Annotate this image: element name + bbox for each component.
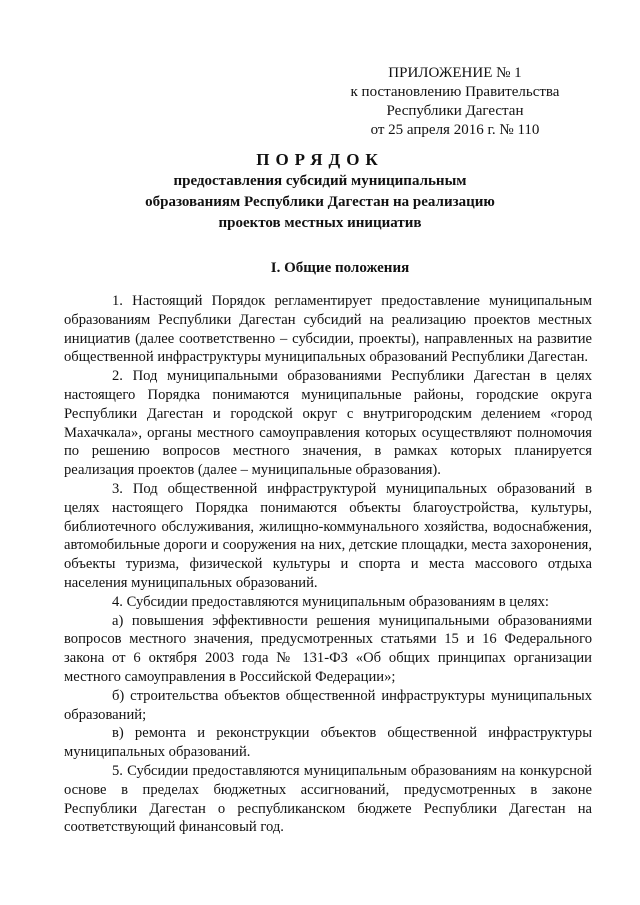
paragraph: а) повышения эффективности решения муниципальными образованиями вопросов местного значения, предусмотренных статьями 15 и 16 Федерального закона от 6 октября 2003 года № 131-ФЗ «Об общих принципах организации местного самоуправления в Российской Федерации»; <box>64 612 592 685</box>
appendix-block <box>330 64 580 140</box>
appendix-line: к постановлению Правительства <box>350 84 560 100</box>
paragraph: 1. Настоящий Порядок регламентирует предоставление муниципальным образованиям Республики Дагестан субсидий на реализацию проектов местных инициатив (далее соответственно – субсидии, проекты), направленных на развитие общественной инфраструктуры муниципальных образований Республики Дагестан. <box>64 293 592 366</box>
document-body <box>64 292 592 837</box>
title-line: образованиям Республики Дагестан на реализацию <box>145 194 495 210</box>
paragraph: 2. Под муниципальными образованиями Республики Дагестан в целях настоящего Порядка понимаются муниципальные районы, городские округа Республики Дагестан и городской округ с внутригородским делением «город Махачкала», органы местного самоуправления которых осуществляют полномочия по решению вопросов местного значения, в рамках которых планируется реализация проектов (далее – муниципальные образования). <box>64 368 592 479</box>
document-title <box>60 150 580 233</box>
paragraph: 3. Под общественной инфраструктурой муниципальных образований в целях настоящего Порядка понимаются объекты благоустройства, культуры, библиотечного обслуживания, жилищно-коммунального хозяйства, водоснабжения, автомобильные дороги и сооружения на них, детские площадки, места захоронения, объекты туризма, физической культуры и спорта и места массового отдыха населения муниципальных образований. <box>64 480 592 591</box>
appendix-date: от 25 апреля 2016 г. № 110 <box>370 122 540 138</box>
appendix-title: ПРИЛОЖЕНИЕ № 1 <box>388 65 522 81</box>
paragraph: в) ремонта и реконструкции объектов общественной инфраструктуры муниципальных образований. <box>64 725 592 761</box>
paragraph: 4. Субсидии предоставляются муниципальным образованиям в целях: <box>112 593 549 610</box>
paragraph: б) строительства объектов общественной инфраструктуры муниципальных образований; <box>64 687 592 723</box>
title-line: проектов местных инициатив <box>218 215 422 231</box>
appendix-line: Республики Дагестан <box>386 103 524 119</box>
paragraph: 5. Субсидии предоставляются муниципальным образованиям на конкурсной основе в пределах бюджетных ассигнований, предусмотренных в законе Республики Дагестан о республиканском бюджете Республики Дагестан на соответствующий финансовый год. <box>64 762 592 836</box>
title-line: предоставления субсидий муниципальным <box>173 173 467 189</box>
section-heading: I. Общие положения <box>270 260 410 276</box>
title-main: ПОРЯДОК <box>256 150 384 169</box>
